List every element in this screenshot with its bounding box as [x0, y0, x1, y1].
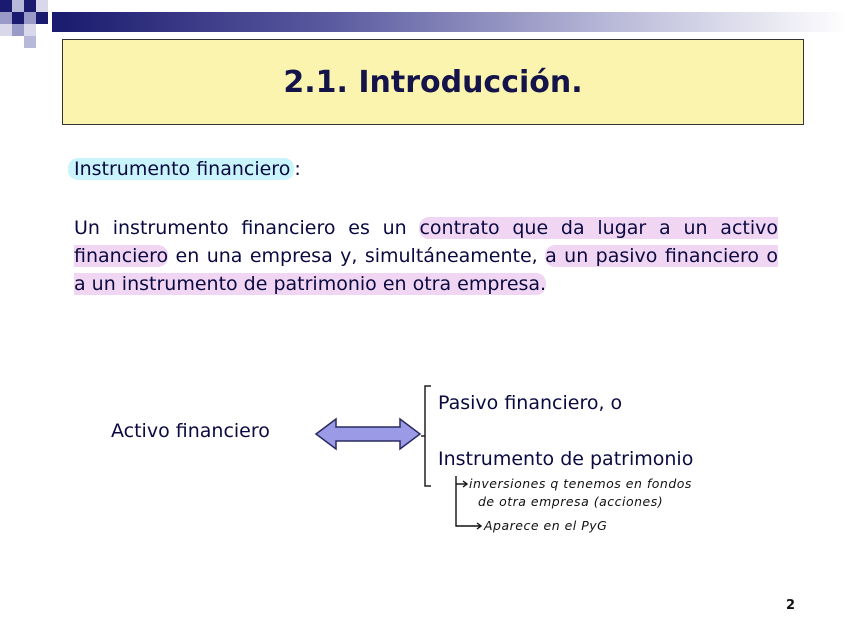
term-line [74, 158, 301, 180]
bracket-icon [421, 384, 435, 488]
term-highlight: Instrumento financiero [68, 158, 294, 180]
activo-financiero-label: Activo financiero [111, 420, 270, 442]
handwritten-annotation [444, 472, 774, 542]
term-colon: : [294, 158, 301, 180]
definition-part-1: Un instrumento financiero es un [74, 217, 420, 239]
definition-highlight-2: a un pasivo financiero o a un instrumento de patrimonio en otra empresa. [74, 245, 778, 295]
page-number: 2 [786, 598, 796, 613]
definition-paragraph [74, 214, 778, 298]
header-gradient-bar [52, 12, 848, 32]
handwritten-note-1-line-2: de otra empresa (acciones) [478, 494, 664, 509]
title-box [62, 39, 804, 125]
definition-part-3: en una empresa y, simultáneamente, [168, 245, 546, 267]
definition-highlight-1: contrato que da lugar a un activo financiero [74, 217, 778, 267]
option-instrumento-patrimonio: Instrumento de patrimonio [438, 448, 694, 470]
handwritten-note-1-line-1: inversiones q tenemos en fondos [469, 476, 692, 491]
option-pasivo-financiero: Pasivo financiero, o [438, 392, 623, 414]
handwritten-note-2: Aparece en el PyG [484, 518, 608, 533]
slide-title: 2.1. Introducción. [283, 64, 583, 100]
double-arrow-icon [314, 416, 424, 452]
